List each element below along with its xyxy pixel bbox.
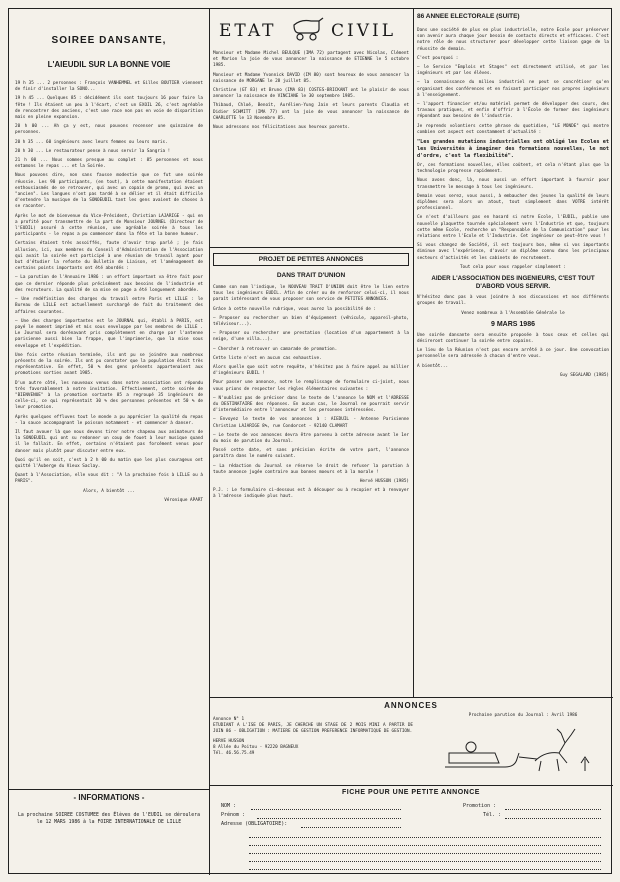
annonce-label: Annonce N° 1 xyxy=(213,717,245,722)
annonce-contact: HERVE HUSSON 8 Allée du Poitou - 92220 BAGNEUX Tél. 46.56.75.49 xyxy=(213,738,299,757)
annonce-line[interactable] xyxy=(249,837,601,838)
signature: Véronique APART xyxy=(164,497,203,503)
paragraph: Comme son nom l'indique, le NOUVEAU TRAIT D'UNION doit être le lien entre tous les ingénieurs EUDIL. Afin de créer ou de renforcer celui-ci, il nous paraît intéressant de vous proposer son service de PETITES ANNONCES. xyxy=(213,285,409,303)
column-divider-left xyxy=(209,9,210,697)
paragraph: — Proposer ou rechercher un bien d'équipement (véhicule, appareil-photo, téléviseur...). xyxy=(213,315,409,328)
article-annee-electorale xyxy=(417,13,609,693)
paragraph: 19 h 35 ... 2 personnes : François VANHEMMEL et Gilles BOUTIER viennent de finir d'installer la SONO... xyxy=(15,81,203,93)
paragraph: Pour passer une annonce, notre le remplissage de formulaire ci-joint, nous vous prions de respecter les règles élémentaires suivantes : xyxy=(213,380,409,392)
annonce-line[interactable] xyxy=(249,869,601,870)
signature: Guy SEGALARD (1985) xyxy=(559,372,609,378)
article-soiree-dansante xyxy=(15,35,203,785)
paragraph: Nous pouvons dire, non sans fausse modestie que ce fut une soirée réussie. Les 90 participants, (en tout), à cette manifestation étaient enthousiasmés de se retrouver, qui avec un copain de promo, qui avec un "ancien". Les langues n'ont pas tardé à se délier et il était difficile d'entendre la musique de la SONOEUDIL tant les gens avaient de choses à se raconter. xyxy=(15,173,203,210)
paragraph: A bientôt... xyxy=(417,363,449,369)
paragraph: — Une des charges importantes est le JOURNAL qui, établi à PARIS, est payé le moment imprimé et mis sous enveloppe par les membres de LILLE . Le Journal sera dorénavant pris complètement en charge par l'antenne parisienne aussi bien la frappe, que l'imprimerie, que la mise sous enveloppe et l'expédition. xyxy=(15,318,203,349)
paragraph: Une soirée dansante sera ensuite proposée à tous ceux et celles qui désireront continuer la soirée entre copains. xyxy=(417,332,609,344)
masthead-right: CIVIL xyxy=(331,21,397,41)
prenom-label: Prénom : xyxy=(221,812,246,818)
quote: "Les grandes mutations industrielles ont obligé les Ecoles et les Universités à imaginer des formations nouvelles, le mot d'ordre, c'est la flexibilité". xyxy=(417,139,609,160)
paragraph: Dans une société de plus en plus industrielle, notre Ecole pour préserver son avenir aura chaque jour besoin de contacts directs et efficaces. C'est notre rôle de nous structurer pour développer cette liaison gage de la réussite de demain. xyxy=(417,28,609,52)
paragraph: — Proposer ou rechercher une prestation (location d'un appartement à la neige, d'une villa...). xyxy=(213,331,409,343)
nom-field[interactable] xyxy=(251,809,401,810)
fiche-divider xyxy=(209,785,613,786)
paragraph: Demain vous serez, vous aussi, à embaucher des jeunes la qualité de leurs diplômes sera alors un atout, tout simplement dans VOTRE intérêt professionnel. xyxy=(417,193,609,212)
attachment-note: P.J. : Le formulaire ci-dessous est à découper ou à recopier et à renvoyer à l'adresse indiquée plus haut. xyxy=(213,488,409,500)
annonces-title: ANNONCES xyxy=(384,701,438,710)
fiche-form xyxy=(213,789,609,873)
paragraph: 19 h 45 ... Quelques 85 : décidément ils sont toujours 16 pour faire la fête ! Ils étaient un peu à l'écart, c'est un EXOIL 26, c'est agréable de rencontrer des anciens, c'est une race non pas en voie de disparition mais en pleine expansion. xyxy=(15,96,203,121)
paragraph: Cette liste n'est en aucun cas exhaustive. xyxy=(213,355,322,361)
birth-notice: Monsieur et Madame Yvonnick DAVID (IM 80) sont heureux de vous annoncer la naissance de MORGANE le 28 juillet 85. xyxy=(213,72,409,84)
annonce-line[interactable] xyxy=(249,845,601,846)
article-subtitle: L'AIEUDIL SUR LA BONNE VOIE xyxy=(47,60,171,69)
signature: Hervé HUSSON (1985) xyxy=(359,479,409,485)
projet-title: PROJET DE PETITES ANNONCES xyxy=(213,253,409,266)
paragraph: — le Service "Emplois et Stages" est directement utilisé, et par les ingénieurs et par les élèves. xyxy=(417,65,609,77)
paragraph: Je reprends volontiers cette phrase du quotidien, "LE MONDE" qui montre combien cet aspect est constamment d'actualité : xyxy=(417,123,609,135)
paragraph: 20 h 30 ... Le restaurateur pense à nous servir la Sangria ! xyxy=(15,148,171,154)
baby-carriage-icon xyxy=(291,17,325,41)
projet-subtitle: DANS TRAIT D'UNION xyxy=(276,272,346,279)
paragraph: C'est pourquoi : xyxy=(417,55,459,61)
newsletter-page xyxy=(8,8,612,874)
column-divider-right xyxy=(413,9,414,697)
annonce-text: ETUDIANT A L'ISE DE PARIS, JE CHERCHE UN STAGE DE 2 MOIS MINI A PARTIR DE JUIN 86 - OBLIGATION : MATIERE DE GESTION PREFERENCE INFORMATIQUE DE GESTION. xyxy=(213,723,413,735)
nom-label: NOM : xyxy=(221,803,237,809)
paragraph: — N'oubliez pas de préciser dans le texte de l'annonce le NOM et l'ADRESSE du DESTINATAIRE des réponses. En aucun cas, le Journal ne pourrait servir d'intermédiaire entre l'annonceur et les personnes intéressées. xyxy=(213,395,409,414)
info-divider xyxy=(9,789,209,790)
assembly-date: 9 MARS 1986 xyxy=(491,320,535,328)
prenom-field[interactable] xyxy=(257,818,401,819)
paragraph: — La rédaction du Journal se réserve le droit de refuser la parution à toute annonce jugée contraire aux bonnes moeurs et à la morale ! xyxy=(213,463,409,475)
article-title: 86 ANNEE ELECTORALE (SUITE) xyxy=(417,13,520,20)
annonce-line[interactable] xyxy=(249,853,601,854)
paragraph: Ce n'est d'ailleurs pas en hasard si notre Ecole, l'EUDIL, publie une nouvelle plaquette tournée spécialement vers l'Industrie et que, toujours cette même Ecole, recherche un "Responsable de la Communication" pour les relations entre l'Ecole et l'Industrie. Cet ingénieur ce peut-être vous ! xyxy=(417,215,609,240)
paragraph: Une fois cette réunion terminée, ils ont pu se joindre aux nombreux présents de la soirée. Ils ont pu constater que la population était très représentative. En effet, 50 % des gens présents appartenaient aux promotions sorties avant 1985. xyxy=(15,352,203,377)
section-divider xyxy=(209,697,613,698)
paragraph: — Une redéfinition des charges du travail entre Paris et LILLE : le Bureau de LILLE est actuellement surchargé de fait du traitement des affaires courantes. xyxy=(15,297,203,315)
annonce-1 xyxy=(213,717,413,757)
paragraph: Alors, A bientôt ... xyxy=(83,488,135,494)
paragraph: — Le texte de vos annonces devra être parvenu à cette adresse avant le 1er du mois de parution du Journal. xyxy=(213,432,409,445)
paragraph: — Chercher à retrouver un camarade de promotion. xyxy=(213,346,338,352)
paragraph: Alors quelle que soit votre requête, n'hésitez pas à faire appel au millier d'ingénieurs EUDIL ! xyxy=(213,365,409,377)
paragraph: Or, ces formations nouvelles, elles coûtent, et cela n'étant plus que la technologie progresse rapidement. xyxy=(417,163,609,175)
informations-title: - INFORMATIONS - xyxy=(73,793,145,802)
paragraph: N'hésitez donc pas à vous joindre à nos discussions et nos différents groupes de travail. xyxy=(417,295,609,307)
promotion-label: Promotion : xyxy=(463,803,497,809)
paragraph: Il faut avouer là que nous devons tirer notre chapeau aux animateurs de la SONOEUDIL qui ont su redonner un coup de fouet à leur musique quand il le fallait. En effet, certains n'étaient pas forcément venus pour danser mais plutôt pour discuter entre eux. xyxy=(15,429,203,454)
sleigh-drawing-icon xyxy=(435,723,595,775)
callout: AIDER L'ASSOCIATION DES INGENIEURS, C'EST TOUT D'ABORD VOUS SERVIR. xyxy=(431,275,595,291)
etat-civil-divider xyxy=(209,247,413,248)
adresse-field[interactable] xyxy=(301,827,401,828)
adresse-label: Adresse (OBLIGATOIRE): xyxy=(221,821,288,827)
paragraph: Si vous changez de Société, il est toujours bon, même si vos importants diminue avec l'expérience, d'avoir un diplôme connu dans les principaux secteurs d'activités et les cabinets de recrutement. xyxy=(417,243,609,261)
paragraph: Venez nombreux à l'Assemblée Générale le xyxy=(461,310,565,316)
promotion-field[interactable] xyxy=(505,809,601,810)
paragraph: Grâce à cette nouvelle rubrique, vous aurez la possibilité de : xyxy=(213,306,376,312)
paragraph: Quoi qu'il en soit, c'est à 2 h 00 du matin que les plus courageux ont quitté l'Auberge du Vieux Saclay. xyxy=(15,457,203,469)
congratulations: Nous adressons nos félicitations aux heureux parents. xyxy=(213,125,351,131)
annonce-line[interactable] xyxy=(249,861,601,862)
fiche-title: FICHE POUR UNE PETITE ANNONCE xyxy=(342,789,480,796)
birth-notice: Christine (GT 83) et Bruno (IMA 83) COSTES-BRICKANT ont le plaisir de vous annoncer la naissance de VINCIANE le 30 septembre 1985. xyxy=(213,88,409,100)
informations-text: La prochaine SOIREE COSTUMEE des Élèves de l'EUDIL se déroulera le 12 MARS 1986 à la FOIRE INTERNATIONALE DE LILLE xyxy=(18,813,200,825)
paragraph: Passé cette date, et sans précision écrite de votre part, l'annonce paraîtra dans le numéro suivant. xyxy=(213,448,409,460)
paragraph: — la connaissance du milieu industriel ne peut se concrétiser qu'en organisant des conférences et en faisant participer nos propres ingénieurs à l'enseignement. xyxy=(417,80,609,98)
paragraph: 21 h 00 ... Nous sommes presque au complet : 85 personnes et nous entamons le repas ... et la Soirée. xyxy=(15,158,203,170)
column-divider-bottom xyxy=(209,697,210,875)
projet-petites-annonces xyxy=(213,253,409,693)
birth-notice: Thibaud, Chloé, Benoît, Aurélien-Yung Jain et leurs parents Claudia et Didier SCHMITT (IMA 77) ont la joie de vous annoncer la naissance de CHARLOTTE le 13 Novembre 85. xyxy=(213,103,409,121)
birth-notice: Monsieur et Madame Michel BEULQUE (IMA 72) partagent avec Nicolas, Clément et Marion la joie de vous annoncer la naissance de ETIENNE le 5 octobre 1985. xyxy=(213,51,409,69)
next-issue: Prochaine parution du Journal : Avril 1986 xyxy=(468,713,578,718)
informations-box xyxy=(15,793,203,871)
paragraph: 20 h 35 ... 60 ingénieurs avec leurs femmes ou leurs maris. xyxy=(15,139,168,145)
article-title: SOIREE DANSANTE, xyxy=(51,35,167,46)
tel-label: Tél. : xyxy=(483,812,502,818)
paragraph: — La parution de l'Annuaire 1986 : un effort important va être fait pour que ce dernier réponde plus précisément aux besoins de l'industrie et des recruteurs. La qualité de sa mise en page a été longuement abordée. xyxy=(15,275,203,293)
paragraph: — Envoyez le texte de vos annonces à : AIEDUIL - Antenne Parisienne Christian LAJARIGE 8%, rue Condorcet - 92140 CLAMART xyxy=(213,417,409,429)
paragraph: D'un autre côté, les nouveaux venus dans notre association ont répondu très favorablement à notre invitation. Effectivement, cette soirée de "BIENVENUE" à la promotion sortante 85 a regroupé 35 ingénieurs de celle-ci, ce qui représentait 30 % des personnes présentes et 50 % de leur promotion. xyxy=(15,380,203,411)
masthead-left: ETAT xyxy=(219,21,277,41)
etat-civil-section xyxy=(213,11,409,249)
paragraph: Après quelques effluves tout le monde a pu apprécier la qualité du repas - la sauce accompagnant le poisson notamment - et commencer à danser. xyxy=(15,414,203,426)
paragraph: 20 h 00 ... Ah ça y est, nous pouvons recenser une quinzaine de personnes. xyxy=(15,124,203,136)
paragraph: Certains étaient très assoiffés, faute d'avoir trop parlé ; je fais allusion, ici, aux membres du Conseil d'Administration de l'Association qui avait la soirée est participé à une réunion de travail ayant pour but d'étudier la refonte du Bulletin de Liaison, et l'aménagement de certains points importants ont été abordés : xyxy=(15,241,203,272)
paragraph: Nous avons donc, là, nous aussi un effort important à fournir pour transmettre le message à tous les ingénieurs. xyxy=(417,178,609,190)
paragraph: Tout cela pour vous rappeler simplement : xyxy=(459,264,567,270)
annonces-section xyxy=(213,701,609,783)
paragraph: — l'apport financier et/ou matériel permet de développer des cours, des travaux pratiques, et enfin d'offrir à l'École de former des ingénieurs répondant aux besoins de l'industrie. xyxy=(417,102,609,120)
paragraph: Après le mot de bienvenue du Vice-Président, Christian LAJARIGE - qui en a profité pour transmettre de la part de Monsieur JOURNEL (Directeur de l'EUDIL) assuré à cette réunion, une agréable soirée à tous les participants - le repas a pu commencer dans la fête et la bonne humeur. xyxy=(15,213,203,238)
tel-field[interactable] xyxy=(505,818,601,819)
paragraph: Le lieu de la Réunion n'est pas encore arrêté à ce jour. Une convocation personnelle sera adressée à chacun d'entre vous. xyxy=(417,348,609,360)
paragraph: Quant à l'Association, elle vous dit : "A la prochaine fois à LILLE ou à PARIS". xyxy=(15,473,203,485)
